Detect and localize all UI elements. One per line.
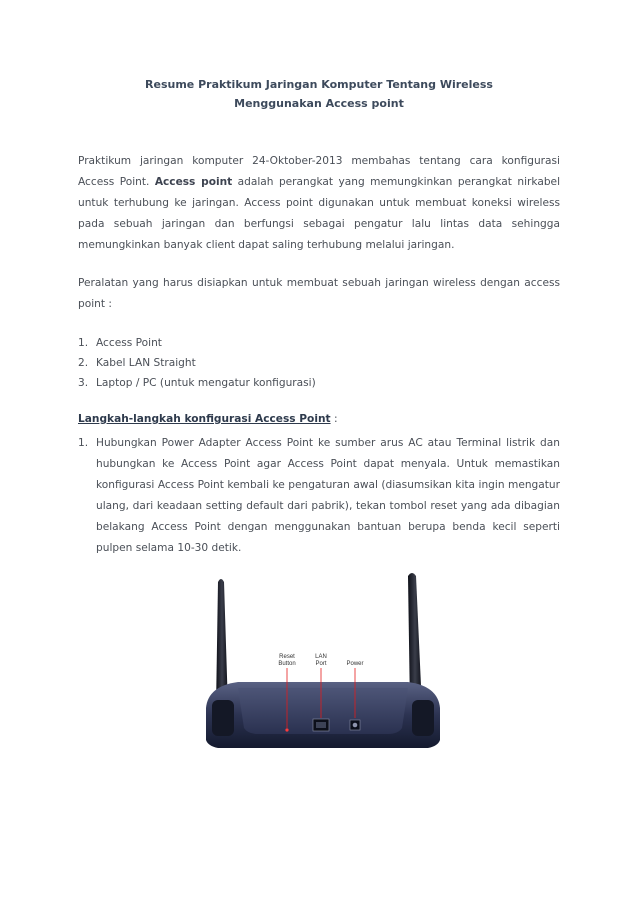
- document-title-line-2: Menggunakan Access point: [234, 97, 404, 110]
- access-point-illustration: [198, 568, 448, 758]
- access-point-image: [198, 568, 448, 758]
- list-item-number: 3.: [78, 377, 89, 389]
- steps-heading-text: Langkah-langkah konfigurasi Access Point: [78, 413, 331, 425]
- intro-text-part-1: Praktikum jaringan komputer 24-Oktober-2013 membahas tentang cara konfigurasi Access Point.: [78, 155, 560, 188]
- reset-button-label-line-1: Reset: [279, 654, 295, 660]
- lan-port-label-line-2: Port: [315, 661, 327, 667]
- list-item: [78, 373, 560, 393]
- steps-heading: [78, 413, 338, 425]
- intro-bold-term: Access point: [154, 176, 233, 188]
- intro-paragraph: [78, 151, 560, 256]
- list-item-text: Laptop / PC (untuk mengatur konfigurasi): [96, 377, 316, 389]
- step-number: 1.: [78, 437, 89, 449]
- step-item: [78, 433, 560, 559]
- list-item-text: Kabel LAN Straight: [96, 357, 196, 369]
- steps-heading-suffix: :: [330, 413, 338, 425]
- equipment-intro-paragraph: Peralatan yang harus disiapkan untuk membuat sebuah jaringan wireless dengan access point :: [78, 277, 560, 310]
- equipment-list: [78, 333, 560, 393]
- list-item-text: Access Point: [96, 337, 162, 349]
- document-title-line-1: Resume Praktikum Jaringan Komputer Tentang Wireless: [145, 78, 493, 91]
- list-item-number: 2.: [78, 357, 89, 369]
- step-text: Hubungkan Power Adapter Access Point ke sumber arus AC atau Terminal listrik dan hubungkan ke Access Point agar Access Point dapat menyala. Untuk memastikan konfigurasi Access Point kembali ke pengaturan awal (diasumsikan kita ingin mengatur ulang, dari keadaan setting default dari pabrik), tekan tombol reset yang ada dibagian belakang Access Point dengan menggunakan bantuan berupa benda kecil seperti pulpen selama 10-30 detik.: [96, 437, 560, 554]
- intro-text-part-2: adalah perangkat yang memungkinkan perangkat nirkabel untuk terhubung ke jaringan. Access point digunakan untuk membuat koneksi wireless pada sebuah jaringan dan berfungsi sebagai pengatur lalu lintas data sehingga memungkinkan banyak client dapat saling terhubung melalui jaringan.: [78, 176, 561, 251]
- steps-list: [78, 433, 560, 559]
- power-label: Power: [346, 661, 364, 667]
- reset-button-label-line-2: Button: [278, 661, 296, 667]
- list-item-number: 1.: [78, 337, 89, 349]
- list-item: [78, 353, 560, 373]
- lan-port-label-line-1: LAN: [315, 654, 327, 660]
- list-item: [78, 333, 560, 353]
